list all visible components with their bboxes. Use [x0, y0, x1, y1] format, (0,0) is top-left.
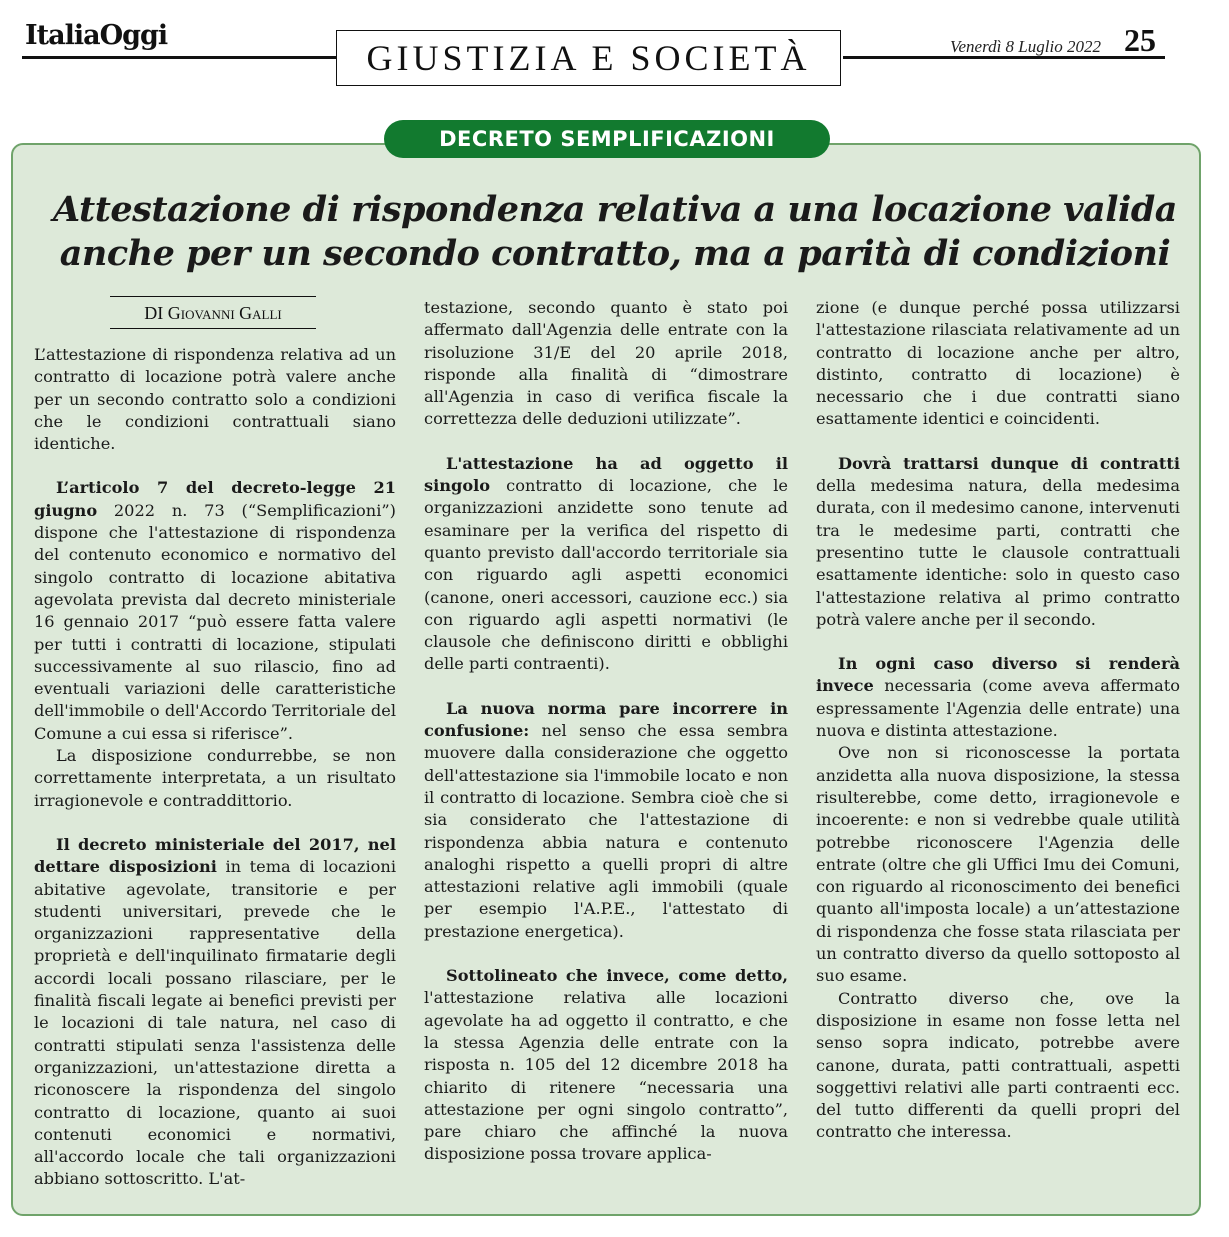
paragraph-lead: La nuova norma pare incorrere in confusione:	[424, 698, 788, 741]
paragraph	[34, 344, 396, 455]
paragraph	[34, 745, 396, 812]
paragraph-text: testazione, secondo quanto è stato poi affermato dall'Agenzia delle entrate con la risoluzione 31/E del 20 aprile 2018, risponde alla finalità di “dimostrare all'Agenzia in caso di verifica fiscale la correttezza delle deduzioni utilizzate”.	[424, 298, 788, 429]
issue-date: Venerdì 8 Luglio 2022	[950, 37, 1101, 56]
paragraph-text: nel senso che essa sembra muovere dalla considerazione che oggetto dell'attestazione sia l'immobile locato e non il contratto di locazione. Sembra cioè che si sia considerato che l'attestazione di rispondenza abbia natura e contenuto analoghi rispetto a quelli propri di altre attestazioni relative agli immobili (quale per esempio l'A.P.E., l'attestato di prestazione energetica).	[424, 721, 788, 941]
paragraph-lead: In ogni caso diverso si renderà invece	[816, 654, 1180, 696]
paragraph	[424, 297, 788, 431]
article-kicker: DECRETO SEMPLIFICAZIONI	[384, 120, 830, 158]
page-number: 25	[1124, 22, 1156, 58]
paragraph-text: L’attestazione di rispondenza relativa ad un contratto di locazione potrà valere anche per un secondo contratto solo a condizioni che le condizioni contrattuali siano identiche.	[34, 345, 396, 454]
paragraph	[424, 453, 788, 676]
paragraph	[816, 742, 1180, 987]
byline-author: Giovanni Galli	[167, 303, 282, 323]
paragraph	[816, 653, 1180, 742]
newspaper-logo: ItaliaOggi	[25, 20, 168, 51]
article-column-1	[34, 344, 396, 1191]
paragraph	[816, 453, 1180, 631]
paragraph-lead: Dovrà trattarsi dunque di contratti	[838, 453, 1180, 473]
byline	[110, 296, 316, 329]
paragraph	[816, 988, 1180, 1144]
paragraph-text: l'attestazione relativa alle locazioni agevolate ha ad oggetto il contratto, e che la stessa Agenzia delle entrate con la risposta n. 105 del 12 dicembre 2018 ha chiarito di ritenere “necessaria una attestazione per ogni singolo contratto”, pare chiaro che affinché la nuova disposizione possa trovare applica-	[424, 988, 788, 1164]
paragraph	[34, 834, 396, 1191]
paragraph-text: zione (e dunque perché possa utilizzarsi l'attestazione rilasciata relativamente ad un contratto di locazione anche per altro, distinto, contratto di locazione) è necessario che i due contratti siano esattamente identici e coincidenti.	[816, 298, 1180, 429]
article-column-3	[816, 297, 1180, 1144]
masthead-rule-left	[22, 56, 336, 59]
paragraph-text: della medesima natura, della medesima durata, con il medesimo canone, intervenuti tra le medesime parti, contratti che presentino tutte le clausole contrattuali esattamente identiche: solo in questo caso l'attestazione relativa al primo contratto potrà valere anche per il secondo.	[816, 476, 1180, 629]
paragraph-text: La disposizione condurrebbe, se non correttamente interpretata, a un risultato irragionevole e contraddittorio.	[34, 746, 396, 810]
article-column-2	[424, 297, 788, 1166]
section-title: GIUSTIZIA E SOCIETÀ	[336, 30, 841, 86]
article-headline: Attestazione di rispondenza relativa a una locazione valida anche per un secondo contratto, ma a parità di condizioni	[53, 189, 1177, 274]
paragraph	[424, 698, 788, 943]
paragraph-text: Contratto diverso che, ove la disposizione in esame non fosse letta nel senso sopra indicato, potrebbe avere canone, durata, patti contrattuali, aspetti soggettivi relativi alle parti contraenti ecc. del tutto differenti da quelli propri del contratto che interessa.	[816, 988, 1180, 1142]
paragraph-text: in tema di locazioni abitative agevolate, transitorie e per studenti universitari, prevede che le organizzazioni rappresentative della proprietà e dell'inquilinato firmatarie degli accordi locali possano rilasciare, per le finalità fiscali legate ai benefici previsti per le locazioni di tale natura, nel caso di contratti stipulati senza l'assistenza delle organizzazioni, un'attestazione diretta a riconoscere la rispondenza del singolo contratto di locazione, quanto ai suoi contenuti economici e normativi, all'accordo locale che tali organizzazioni abbiano sottoscritto. L'at-	[34, 857, 396, 1189]
paragraph-text: Ove non si riconoscesse la portata anzidetta alla nuova disposizione, la stessa risulterebbe, come detto, irragionevole e incoerente: e non si vedrebbe quale utilità potrebbe riconoscere l'Agenzia delle entrate (oltre che gli Uffici Imu dei Comuni, con riguardo al riconoscimento dei benefici quanto all'imposta locale) a un’attestazione di rispondenza che fosse stata rilasciata per un contratto diverso da quello sottoposto al suo esame.	[816, 743, 1180, 986]
paragraph-lead: Il decreto ministeriale del 2017, nel dettare disposizioni	[34, 834, 396, 877]
paragraph	[816, 297, 1180, 431]
paragraph-lead: L’articolo 7 del decreto-legge 21 giugno	[34, 478, 396, 520]
paragraph	[424, 965, 788, 1166]
byline-prefix: DI	[144, 303, 168, 323]
paragraph-text: contratto di locazione, che le organizzazioni anzidette sono tenute ad esaminare per la verifica del rispetto di quanto previsto dall'accordo territoriale sia con riguardo agli aspetti economici (canone, oneri accessori, cauzione ecc.) sia con riguardo agli aspetti normativi (le clausole che definiscono diritti e obblighi delle parti contraenti).	[424, 476, 788, 674]
paragraph-text: necessaria (come aveva affermato espressamente l'Agenzia delle entrate) una nuova e distinta attestazione.	[816, 676, 1180, 741]
paragraph-text: 2022 n. 73 (“Semplificazioni”) dispone che l'attestazione di rispondenza del contenuto economico e normativo del singolo contratto di locazione abitativa agevolata prevista dal decreto ministeriale 16 gennaio 2017 “può essere fatta valere per tutti i contratti di locazione, stipulati successivamente al suo rilascio, fino ad eventuali variazioni delle caratteristiche dell'immobile o dell'Accordo Territoriale del Comune a cui essa si riferisce”.	[34, 500, 396, 743]
paragraph-lead: Sottolineato che invece, come detto,	[446, 966, 788, 986]
paragraph	[34, 477, 396, 745]
paragraph-lead: L'attestazione ha ad oggetto il singolo	[424, 453, 788, 496]
